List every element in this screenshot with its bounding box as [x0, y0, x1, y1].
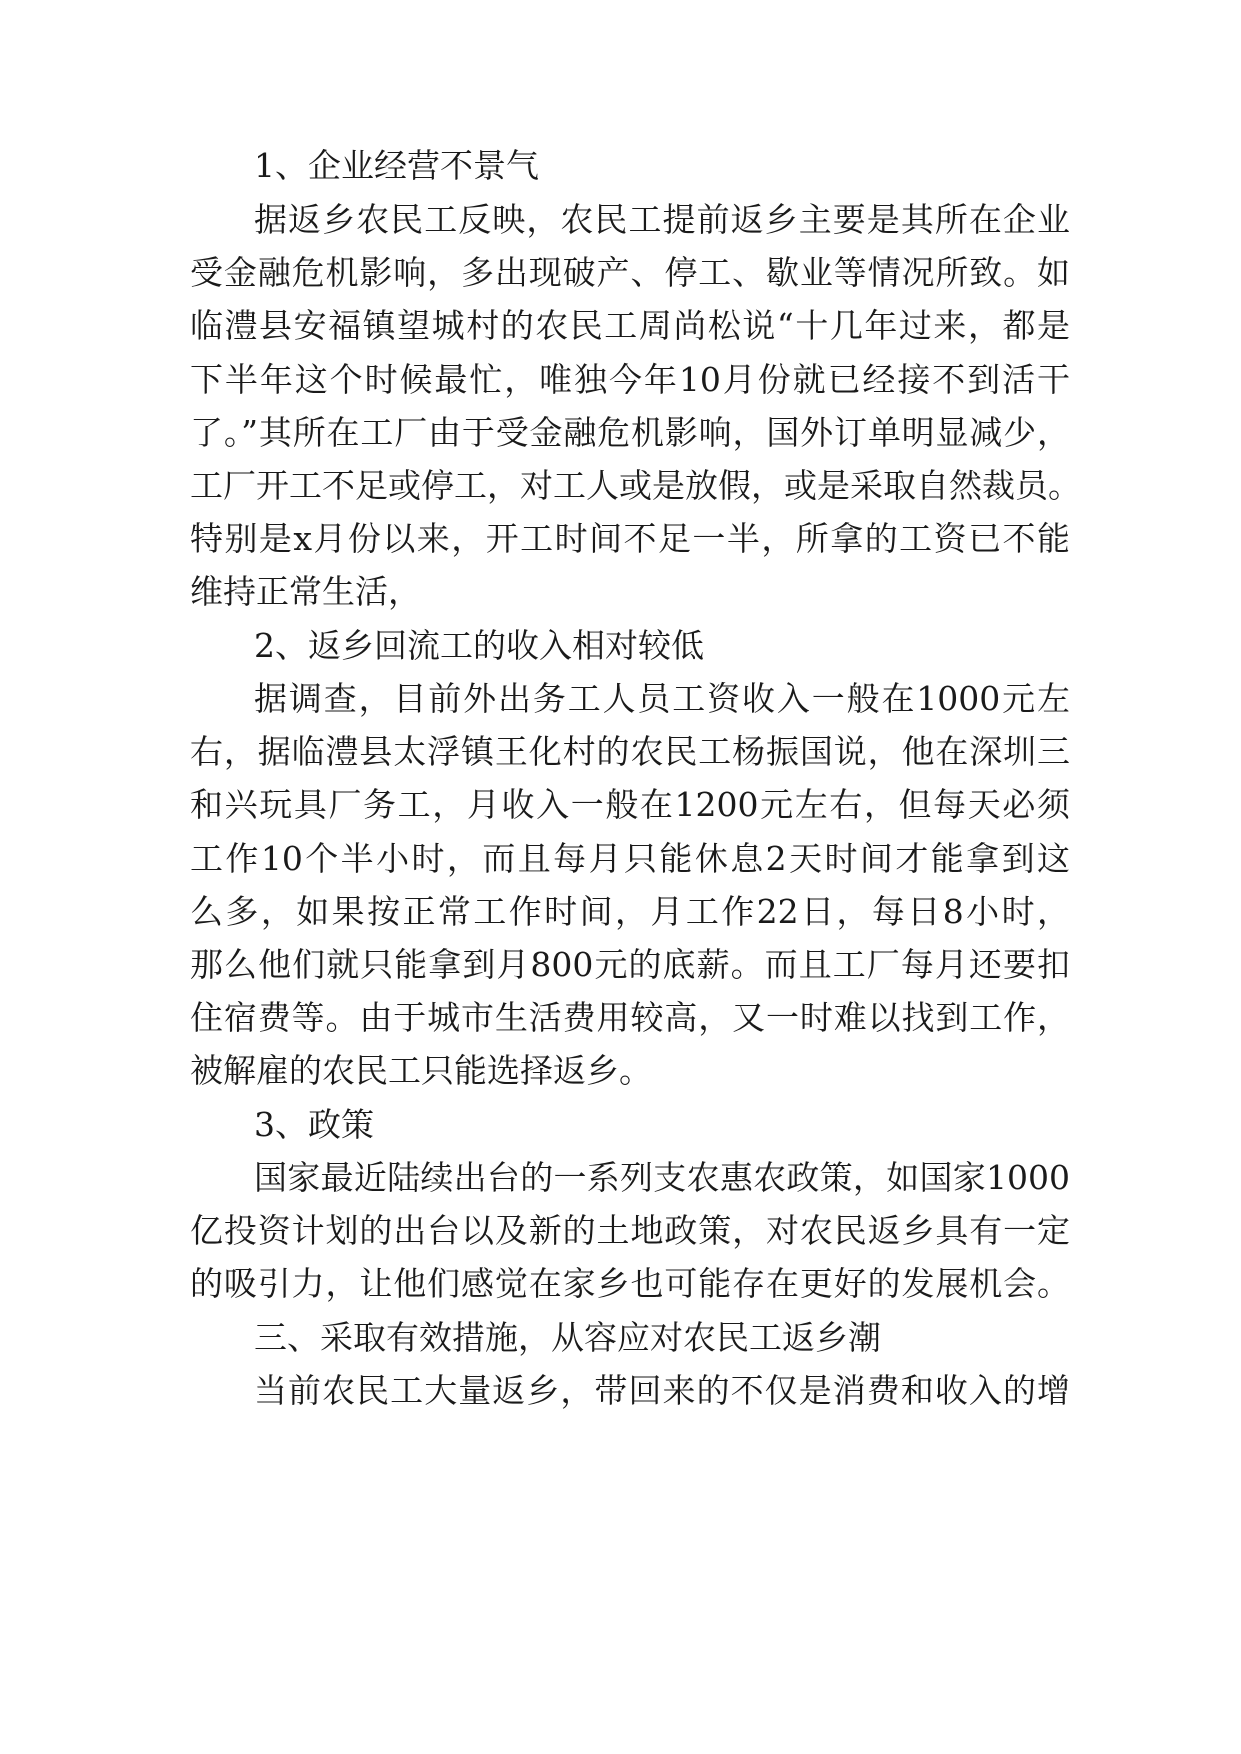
paragraph-line: 国家最近陆续出台的一系列支农惠农政策，如国家1000 — [254, 1158, 1070, 1197]
paragraph-line: 住宿费等。由于城市生活费用较高，又一时难以找到工作， — [190, 998, 1070, 1037]
paragraph-line: 下半年这个时候最忙，唯独今年10月份就已经接不到活干 — [190, 360, 1070, 399]
paragraph-line: 的吸引力，让他们感觉在家乡也可能存在更好的发展机会。 — [190, 1264, 1070, 1303]
paragraph-line: 维持正常生活， — [190, 572, 421, 611]
paragraph-line: 亿投资计划的出台以及新的土地政策，对农民返乡具有一定 — [190, 1211, 1070, 1250]
paragraph-line: 据返乡农民工反映，农民工提前返乡主要是其所在企业 — [254, 200, 1070, 239]
paragraph-line: 了。”其所在工厂由于受金融危机影响，国外订单明显减少， — [190, 413, 1070, 452]
paragraph-line: 临澧县安福镇望城村的农民工周尚松说“十几年过来，都是 — [190, 306, 1070, 345]
paragraph-line: 那么他们就只能拿到月800元的底薪。而且工厂每月还要扣 — [190, 945, 1070, 984]
paragraph-line: 工作10个半小时，而且每月只能休息2天时间才能拿到这 — [190, 839, 1070, 878]
heading-enterprise-decline: 1、企业经营不景气 — [254, 146, 539, 185]
paragraph-line: 特别是x月份以来，开工时间不足一半，所拿的工资已不能 — [190, 519, 1070, 558]
paragraph-line: 右，据临澧县太浮镇王化村的农民工杨振国说，他在深圳三 — [190, 732, 1070, 771]
paragraph-line: 被解雇的农民工只能选择返乡。 — [190, 1051, 652, 1090]
paragraph-line: 当前农民工大量返乡，带回来的不仅是消费和收入的增 — [254, 1371, 1070, 1410]
heading-measures: 三、采取有效措施，从容应对农民工返乡潮 — [254, 1318, 881, 1357]
paragraph-line: 受金融危机影响，多出现破产、停工、歇业等情况所致。如 — [190, 253, 1070, 292]
paragraph-line: 据调查，目前外出务工人员工资收入一般在1000元左 — [254, 679, 1070, 718]
paragraph-line: 和兴玩具厂务工，月收入一般在1200元左右，但每天必须 — [190, 785, 1070, 824]
heading-policy: 3、政策 — [254, 1105, 374, 1144]
heading-low-income: 2、返乡回流工的收入相对较低 — [254, 626, 704, 665]
paragraph-line: 工厂开工不足或停工，对工人或是放假，或是采取自然裁员。 — [190, 466, 1081, 505]
paragraph-line: 么多，如果按正常工作时间，月工作22日，每日8小时， — [190, 892, 1070, 931]
